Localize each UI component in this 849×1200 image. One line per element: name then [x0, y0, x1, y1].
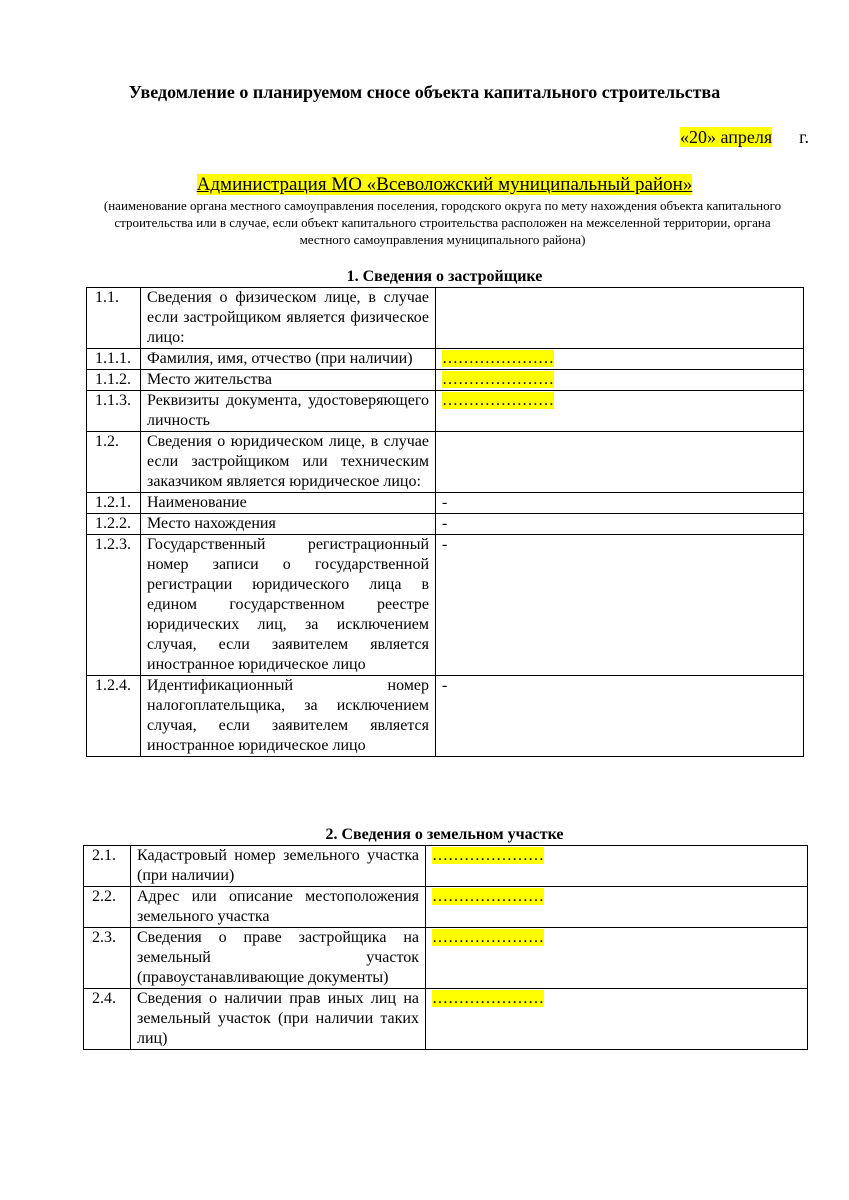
row-value: - [442, 677, 448, 694]
row-number: 2.1. [84, 846, 131, 887]
row-value-cell [436, 432, 804, 493]
organization [0, 174, 849, 196]
table-row [84, 989, 808, 1050]
table-row [87, 288, 804, 349]
row-number: 1.1. [87, 288, 141, 349]
row-number: 1.1.2. [87, 370, 141, 391]
document-date [680, 127, 809, 148]
row-value: ………………… [432, 929, 544, 946]
organization-note: (наименование органа местного самоуправления поселения, городского округа по мету нахождения объекта капитального строительства или в случае, если объект капитального строительства расположен на межселенной территории, органа местного самоуправления муниципального района) [103, 198, 782, 247]
row-value-cell [436, 288, 804, 349]
document-title: Уведомление о планируемом сносе объекта капитального строительства [128, 82, 721, 102]
row-description: Наименование [141, 493, 436, 514]
row-value-cell [436, 493, 804, 514]
row-description: Фамилия, имя, отчество (при наличии) [141, 349, 436, 370]
row-number: 1.1.1. [87, 349, 141, 370]
row-value-cell [436, 370, 804, 391]
table-row [84, 846, 808, 887]
row-value: ………………… [442, 392, 554, 409]
row-value-cell [426, 887, 808, 928]
row-number: 1.2.2. [87, 514, 141, 535]
section1-title: 1. Сведения о застройщике [346, 268, 543, 285]
table-row [87, 535, 804, 676]
table-row [87, 514, 804, 535]
row-description: Идентификационный номер налогоплательщика, за исключением случая, если заявителем является иностранное юридическое лицо [141, 676, 436, 757]
row-description: Сведения о наличии прав иных лиц на земельный участок (при наличии таких лиц) [131, 989, 426, 1050]
row-number: 1.2.3. [87, 535, 141, 676]
row-value: ………………… [442, 350, 554, 367]
table-row [84, 887, 808, 928]
organization-name: Администрация МО «Всеволожский муниципальный район» [196, 174, 693, 195]
row-value-cell [426, 846, 808, 887]
row-description: Место жительства [141, 370, 436, 391]
table-row [87, 370, 804, 391]
row-number: 2.2. [84, 887, 131, 928]
table-row [87, 349, 804, 370]
row-number: 2.3. [84, 928, 131, 989]
row-description: Реквизиты документа, удостоверяющего личность [141, 391, 436, 432]
row-description: Сведения о юридическом лице, в случае если застройщиком или техническим заказчиком является юридическое лицо: [141, 432, 436, 493]
section2-title: 2. Сведения о земельном участке [325, 826, 564, 843]
row-description: Место нахождения [141, 514, 436, 535]
row-value-cell [436, 391, 804, 432]
row-description: Сведения о физическом лице, в случае если застройщиком является физическое лицо: [141, 288, 436, 349]
row-value: ………………… [432, 990, 544, 1007]
row-description: Адрес или описание местоположения земельного участка [131, 887, 426, 928]
row-number: 1.2.1. [87, 493, 141, 514]
row-description: Государственный регистрационный номер записи о государственной регистрации юридического лица в едином государственном реестре юридических лиц, за исключением случая, если заявителем является иностранное юридическое лицо [141, 535, 436, 676]
table-row [87, 493, 804, 514]
developer-table [86, 287, 804, 757]
row-value-cell [426, 928, 808, 989]
date-suffix: г. [799, 127, 809, 147]
table-row [84, 928, 808, 989]
row-number: 1.2.4. [87, 676, 141, 757]
table-row [87, 676, 804, 757]
table-row [87, 432, 804, 493]
row-value: - [442, 536, 448, 553]
row-description: Сведения о праве застройщика на земельный участок (правоустанавливающие документы) [131, 928, 426, 989]
row-value-cell [436, 514, 804, 535]
row-value-cell [436, 676, 804, 757]
row-value: - [442, 494, 448, 511]
row-number: 1.2. [87, 432, 141, 493]
row-description: Кадастровый номер земельного участка (при наличии) [131, 846, 426, 887]
row-value-cell [436, 535, 804, 676]
row-number: 1.1.3. [87, 391, 141, 432]
land-plot-table [83, 845, 808, 1050]
row-value: - [442, 515, 448, 532]
row-value: ………………… [432, 847, 544, 864]
table-row [87, 391, 804, 432]
row-number: 2.4. [84, 989, 131, 1050]
row-value-cell [436, 349, 804, 370]
row-value-cell [426, 989, 808, 1050]
date-value: «20» апреля [680, 127, 773, 147]
row-value: ………………… [442, 371, 554, 388]
row-value: ………………… [432, 888, 544, 905]
